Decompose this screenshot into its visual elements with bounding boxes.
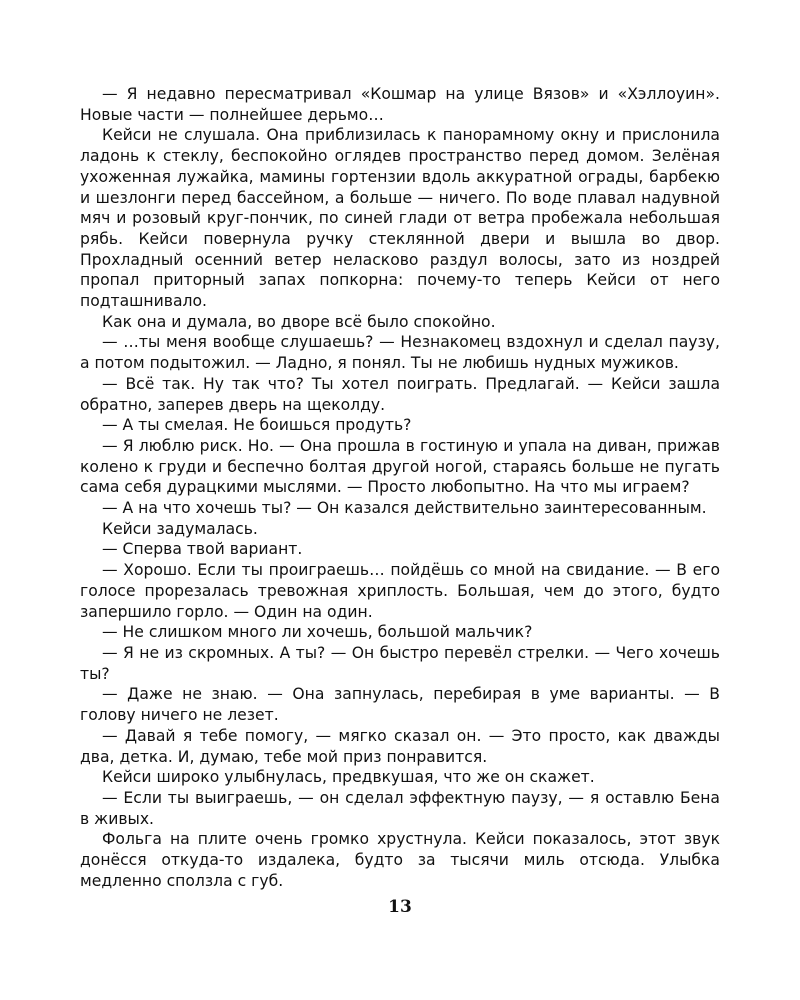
paragraph: — Давай я тебе помогу, — мягко сказал он. — Это просто, как дважды два, детка. И, думаю, тебе мой приз понравится. [80,726,720,766]
page-number: 13 [388,897,412,917]
paragraph: — А ты смелая. Не боишься продуть? [102,416,412,435]
paragraph: Как она и думала, во дворе всё было спокойно. [102,312,496,331]
paragraph: Кейси не слушала. Она приблизилась к панорамному окну и прислонила ладонь к стеклу, беспокойно оглядев пространство перед домом. Зелёная ухоженная лужайка, мамины гортензии вдоль аккуратной ограды, барбекю и шезлонги перед бассейном, а больше — ничего. По воде плавал надувной мяч и розовый круг-пончик, по синей глади от ветра пробежала небольшая рябь. Кейси повернула ручку стеклянной двери и вышла во двор. Прохладный осенний ветер неласково раздул волосы, зато из ноздрей пропал приторный запах попкорна: почему-то теперь Кейси от него подташнивало. [80,126,720,311]
paragraph: — Если ты выиграешь, — он сделал эффектную паузу, — я оставлю Бена в живых. [80,788,720,828]
paragraph: — Хорошо. Если ты проиграешь… пойдёшь со мной на свидание. — В его голосе прорезалась тревожная хриплость. Большая, чем до этого, будто запершило горло. — Один на один. [80,561,720,621]
paragraph: Фольга на плите очень громко хрустнула. Кейси показалось, этот звук донёсся откуда-то издалека, будто за тысячи миль отсюда. Улыбка медленно сползла с губ. [80,830,720,890]
paragraph: Кейси задумалась. [102,519,258,538]
paragraph: — А на что хочешь ты? — Он казался действительно заинтересованным. [102,499,707,518]
paragraph: — Я не из скромных. А ты? — Он быстро перевёл стрелки. — Чего хочешь ты? [80,643,720,683]
paragraph: — Я люблю риск. Но. — Она прошла в гостиную и упала на диван, прижав колено к груди и беспечно болтая другой ногой, стараясь больше не пугать сама себя дурацкими мыслями. — Просто любопытно. На что мы играем? [80,436,720,497]
paragraph: Кейси широко улыбнулась, предвкушая, что же он скажет. [102,768,595,787]
paragraph: — Сперва твой вариант. [102,540,303,559]
page-body [80,84,720,891]
paragraph: — …ты меня вообще слушаешь? — Незнакомец вздохнул и сделал паузу, а потом подытожил. — Ладно, я понял. Ты не любишь нудных мужиков. [80,333,720,373]
paragraph: — Всё так. Ну так что? Ты хотел поиграть. Предлагай. — Кейси зашла обратно, заперев дверь на щеколду. [80,374,720,414]
paragraph: — Не слишком много ли хочешь, большой мальчик? [102,623,533,642]
paragraph: — Я недавно пересматривал «Кошмар на улице Вязов» и «Хэллоуин». Новые части — полнейшее дерьмо… [80,85,720,124]
paragraph: — Даже не знаю. — Она запнулась, перебирая в уме варианты. — В голову ничего не лезет. [80,685,720,725]
